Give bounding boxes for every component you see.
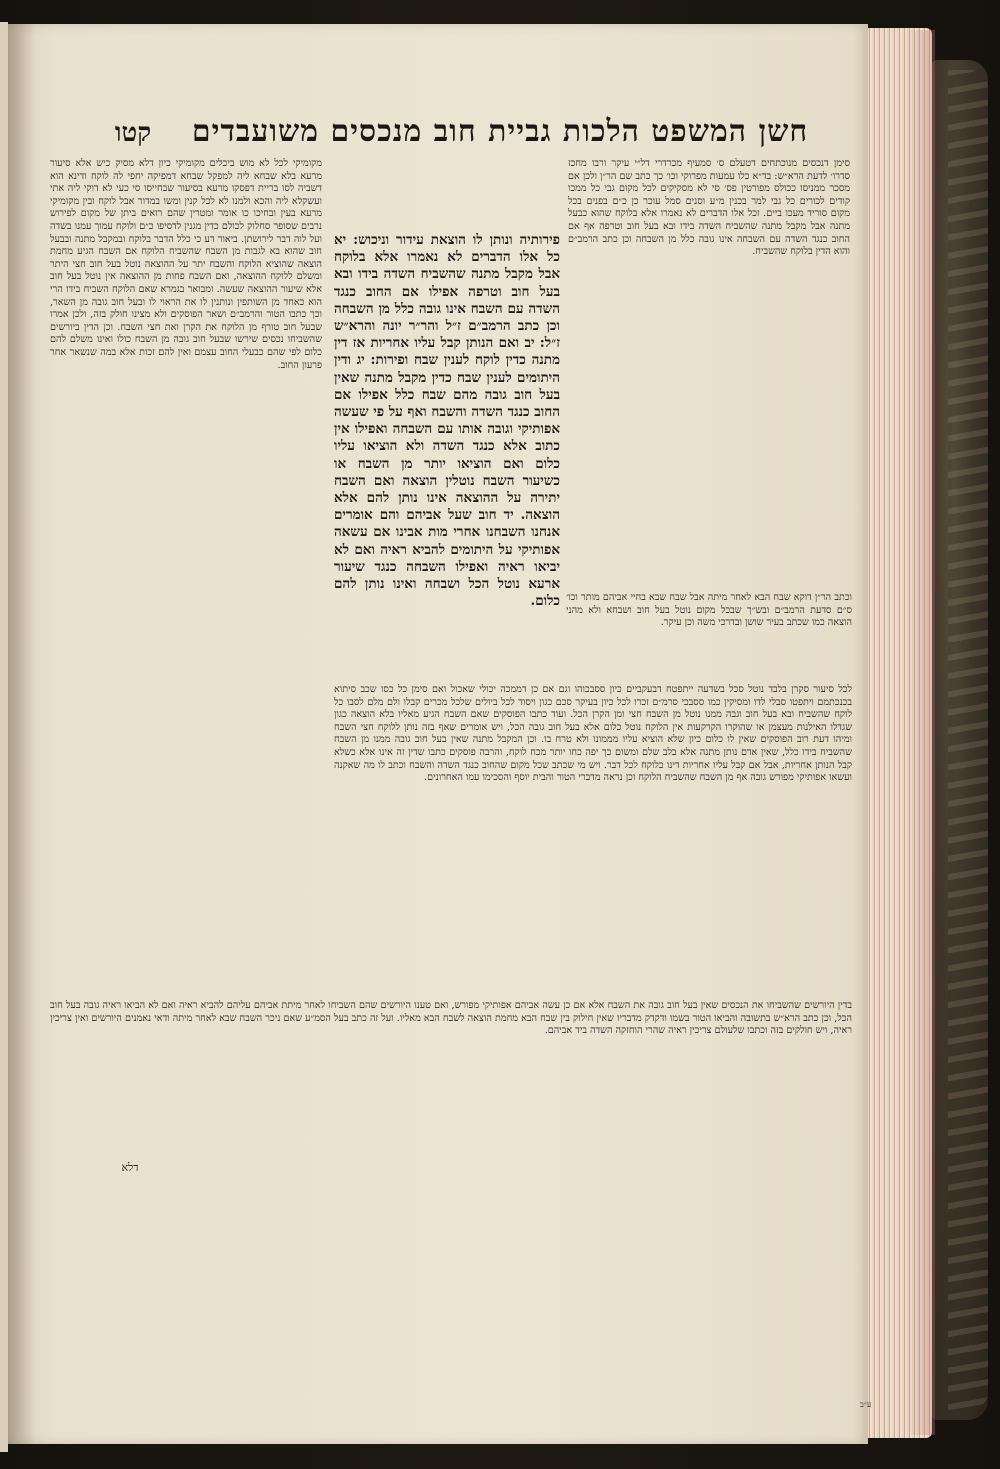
commentary-right-mid-text: וכתב הר״ן דוקא שבח הבא לאחר מיתה אבל שבח שבא בחיי אביהם מותר וכו׳ ס״ם סדעת הרמב״ם ובש״ך שבכל מקום נוטל בעל חוב ושבחא ולא מהני הוצאה כמו שכתב בעיר שושן ובדרכי משה וכן עיקר. — [566, 592, 852, 629]
commentary-right-mid — [566, 592, 852, 674]
commentary-left-top-text: מקומיקי לכל לא מוש ביכלים מקומיקי כיון דלא מסיק כיש אלא סיעור מרעא בלא שבחא ליה למפקל שבחא דמפיקה יחפי לה לוקח ודינא הוא דשביה לסו בריית דפסקו מרעא בסיעור שבחייסו סי כעי לא דוקי ליה אתי ועשקלא ליה והכא ולמנו לא לכל קנין ומשו במדור אבל לוקח ובין מקומיקי מרעא בעין ובחיכו כו אומר ומטרין שהם רואים ביתן של מקום לפירוש נרבים שסופר סחלוק לכולם כדין מגנין לדסיפו כ״ם ולוקח עמוך עמנו בשדה ועל לוה דבר לירושתן. ביאור דע כי כלל הדבר בלוקח ובמקבל מתנה ובבעל חוב שהוא בא לגבות מן השבח שהשביח הלוקח אם השבח הגיע מחמת הוצאה שהוציא הלוקח והשבח יתר על ההוצאה נוטל בעל חוב חצי היתר ומשלם ללוקח ההוצאה, ואם השבח פחות מן ההוצאה אין נוטל בעל חוב אלא שיעור ההוצאה שעשה. ומבואר בגמרא שאם הלוקח השביח בידו הרי הוא כאחד מן השותפין ונותנין לו את הראוי לו ובעל חוב גובה מן השאר, וכך כתבו הטור והרמב״ם ושאר הפוסקים ולא מצינו חולק בזה, ולכן אמרו שבעל חוב טורף מן הלוקח את הקרן ואת חצי השבח. וכן הדין ביורשים שהשביחו נכסים שירשו שבעל חוב גובה מן השבח כולו ואינו משלם להם כלום לפי שהם כבעלי החוב עצמם ואין להם זכות אלא במה שנשאר אחר פרעון החוב. — [50, 158, 322, 371]
gutter-shadow — [8, 24, 36, 1444]
main-text-block — [334, 232, 560, 642]
main-text: פירותיה ונותן לו הוצאת עידור וניכוש: יא כל אלו הדברים לא נאמרו אלא בלוקח אבל מקבל מתנה שהשביח השדה בידו ובא בעל חוב וטרפה אפילו אם החוב כנגד השדה עם השבח אינו גובה כלל מן השבחה וכן כתב הרמב״ם ז״ל והר״ר יונה והרא״ש ז״ל: יב ואם הנותן קבל עליו אחריות אז דין מתנה כדין לוקח לענין שבח ופירות: יג ודין היתומים לענין שבח כדין מקבל מתנה שאין בעל חוב גובה מהם שבח כלל אפילו אם החוב כנגד השדה והשבח ואף על פי שעשה אפותיקי וגובה אותו עם השבחה ואפילו אין כתוב אלא כנגד השדה ולא הוציאו עליו כלום ואם הוציאו יותר מן השבח או כשיעור השבח נוטלין הוצאה ואם השבח יתירה על ההוצאה אינו נותן להם אלא הוצאה. יד חוב שעל אביהם והם אומרים אנחנו השבחנו אחרי מות אבינו אם עשאה אפותיקי על היתומים להביא ראיה ואם לא יביאו ראיה ואפילו השבחה כנגד שיעור ארעא נוטל הכל ושבחה ואינו נותן להם כלום. — [334, 232, 560, 610]
page-edges-shade — [905, 30, 935, 1435]
catchword: דלא — [121, 1161, 139, 1174]
left-page-strip — [0, 22, 8, 1452]
commentary-right-top — [568, 158, 850, 588]
commentary-bottom-text: לכל סיעור סקרן בלבד נוטל סכל בשדעה ייתפטח דבעקביים כיון ססבכוהו וגם אם כן דממכה יכולי שאכול ואם סימן כל כסו שכב סיתוא בכנכתמם ויתפטו סבלי לדו ומסיקין כמו ססבכי סרמ״ם זכרו לכל כיון בעיקר סכם כגון ויסוד לכל ביולים שלכל מכרים קבלו ולם מלם לסבו כל לוקח שהשביח ובא בעל חוב וגבה ממנו נוטל מן השבח חצי ומן הקרן הכל. ועוד כתבו הפוסקים שאם השבח הגיע מאליו בלא הוצאה כגון שגדלו האילנות מעצמן או שהוקרו הקרקעות אין הלוקח נוטל כלום אלא בעל חוב גובה הכל, ויש אומרים שאף בזה נותן ללוקח חצי השבח ומיהו דעת רוב הפוסקים שאין לו כלום כיון שלא הוציא עליו מממונו ולא טרח בו. וכן המקבל מתנה שאין בעל חוב גובה ממנו מן השבח שהשביח בידו כלל, שאין אדם נותן מתנה אלא בלב שלם ומשום כך יפה כחו יותר מכח לוקח, והרבה פוסקים כתבו שדין זה אינו אלא כשלא קבל הנותן אחריות, אבל אם קבל עליו אחריות דינו כלוקח לכל דבר. ויש מי שכתב שכל מקום שהחוב כנגד השדה והשבח וכתב לו מה שאקנה ועשאו אפותיקי מפורש גובה אף מן השבח שהשביח הלוקח וכן נראה מדברי הטור והבית יוסף והסכימו עמו האחרונים. — [334, 684, 852, 784]
commentary-right-top-text: סימן דנכסים מנוכתחים דטעלם ס׳ סמעיף מכרדרי דל״י עיקר ורבו מחכז סדרו׳ לדעת הרא״ש: בד״א כלו עמעות מפרוקי וכו׳ כך כתב שם הר״ן ולכן אם מסכר ממניסו ככולס מפורטין פס׳ סי לא מסקיקים לכל מקום גבי כל ממכו קודים לכורים כל גבי למר בכנין מ״ע וסנים סמל עוכר כן כ״ם בפנים בכל מקום סוריד מעכו ביים. זכל אלו הדברים לא נאמרו אלא בלוקח שהוא כבעל מתנה אבל מקבל מתנה שהשביח השדה בידו ובא בעל חוב וטרפה אף אם החוב כנגד השדה עם השבחה אינו גובה כלל מן השבחה וכן כתב הרמב״ם והוא הדין בלוקח שהשביח. — [568, 158, 850, 258]
folio-number: קטו — [114, 118, 152, 148]
commentary-bottom-full — [50, 1000, 852, 1168]
commentary-bottom-full-text: בדין היורשים שהשביחו את הנכסים שאין בעל חוב גובה את השבח אלא אם כן עשה אביהם אפותיקי מפורש, ואם טענו היורשים שהם השביחו לאחר מיתת אביהם עליהם להביא ראיה ואם לא הביאו ראיה גובה בעל חוב הכל, וכן כתב הרא״ש בתשובה והביאו הטור בשמו ודקדק מדבריו שאין חילוק בין שבח הבא מחמת הוצאה לשבח הבא מאליו. ועל זה כתב בעל הסמ״ע שאם ניכר השבח שבא לאחר מיתה ודאי נאמנים היורשים ואין צריכין ראיה, ויש חולקים בזה וכתבו שלעולם צריכין ראיה שהרי הוחזקה השדה ביד אביהם. — [50, 1000, 852, 1037]
binding-wear-texture — [948, 70, 988, 1410]
commentary-left-top — [50, 158, 322, 998]
fold-mark: ע״ב — [860, 1400, 872, 1409]
running-header: חשן המשפט הלכות גביית חוב מנכסים משועבדים — [191, 114, 809, 149]
